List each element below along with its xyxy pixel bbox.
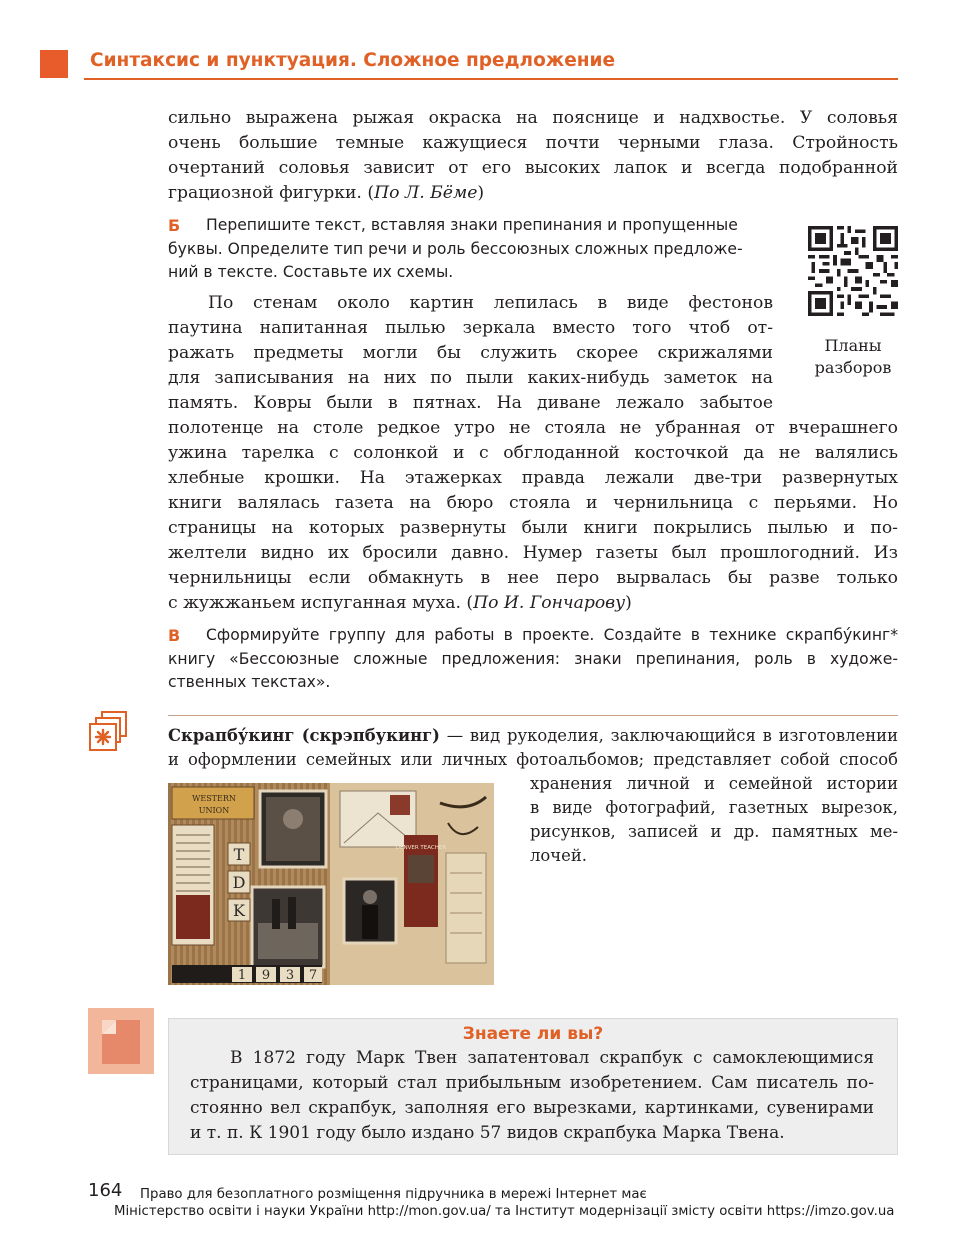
text-line: хлебные крошки. На этажерках правда лежали две-три развернутых (168, 468, 898, 488)
text-line: хранения личной и семейной истории (530, 774, 898, 793)
paragraph-exercise-narrow (168, 291, 773, 416)
text-line (168, 591, 898, 616)
text-line: рисунков, записей и др. памятных ме- (530, 822, 898, 841)
year-digit: 9 (261, 968, 271, 983)
text-line: ственных текстах». (168, 673, 331, 691)
text-line: книгу «Бессоюзные сложные предложения: знаки препинания, роль в художе- (168, 649, 898, 668)
text-line: для записывания на них по пыли каких-нибудь заметок на (168, 368, 773, 388)
task-letter-v: В (168, 626, 181, 645)
text-fragment: с жужжаньем испуганная муха. ( (168, 593, 474, 613)
text-line: стоянно вел скрапбук, заполняя его вырезками, картинками, сувенирами (190, 1098, 874, 1118)
source-citation: По И. Гончарову (473, 593, 626, 613)
text-line: Сформируйте группу для работы в проекте. Создайте в технике скрапбу́кинг* (206, 626, 898, 644)
scrapbooking-definition-side (530, 772, 898, 868)
clipping-headline: DENVER TEACHER (395, 845, 447, 851)
scrapbook-photo (168, 783, 494, 985)
text-line: сильно выражена рыжая окраска на пояснице и надхвостье. У соловья (168, 108, 898, 128)
text-line: лочей. (530, 846, 587, 865)
star-pages-icon (86, 710, 132, 756)
text-line: память. Ковры были в пятнах. На диване лежало забытое (168, 393, 773, 413)
header-marker (40, 50, 68, 78)
text-line (168, 181, 898, 206)
qr-code-icon[interactable] (808, 226, 898, 316)
text-line: страницы на которых развернуты были книги покрылись пылью и по- (168, 518, 898, 538)
paragraph-nightingale (168, 106, 898, 206)
qr-caption-line: разборов (814, 358, 892, 377)
page-header-title: Синтаксис и пунктуация. Сложное предложение (90, 50, 616, 71)
text-line: книги валялась газета на бюро стояла и чернильница с перьями. Но (168, 493, 898, 513)
did-you-know-text (190, 1046, 874, 1146)
text-line: страницами, который стал прибыльным изобретением. Сам писатель по- (190, 1073, 874, 1093)
task-b-instruction (168, 214, 774, 285)
text-line: очень большие темные кажущиеся почти черными глаза. Стройность (168, 133, 898, 153)
telegram-header: WESTERN (192, 794, 236, 803)
footer-line: Міністерство освіти і науки України http://mon.gov.ua/ та Інститут модернізації змісту освіти https://imzo.gov.ua (114, 1204, 895, 1219)
text-line: ражать предметы могли бы служить скорее скрижалями (168, 343, 773, 363)
task-letter-b: Б (168, 216, 181, 235)
qr-caption (800, 335, 906, 379)
header-rule (84, 78, 898, 80)
source-citation: По Л. Бёме (374, 183, 478, 203)
text-fragment: ) (625, 593, 632, 613)
footer-line: Право для безоплатного розміщення підручника в мережі Інтернет має (140, 1187, 647, 1202)
text-line: очертаний соловья зависит от его высоких лапок и всегда подобранной (168, 158, 898, 178)
page-number: 164 (88, 1180, 123, 1201)
text-line: По стенам около картин лепилась в виде фестонов (208, 293, 773, 313)
text-line: и т. п. К 1901 году было издано 57 видов скрапбука Марка Твена. (190, 1123, 785, 1143)
letter-tile: T (233, 845, 245, 864)
paragraph-exercise-wide (168, 416, 898, 616)
text-fragment: — вид рукоделия, заключающийся в изготовлении (439, 726, 898, 745)
text-line: и оформлении семейных или личных фотоальбомов; представляет собой способ (168, 750, 898, 769)
telegram-subheader: UNION (198, 806, 230, 815)
text-line: полотенце на столе редкое утро не стояла не убранная от вчерашнего (168, 418, 898, 438)
text-line: паутина напитанная пылью зеркала вместо того чтоб от- (168, 318, 773, 338)
text-line: в виде фотографий, газетных вырезок, (530, 798, 898, 817)
page-corner-icon (88, 1008, 154, 1074)
text-line: ний в тексте. Составьте их схемы. (168, 263, 454, 281)
text-line: ужина тарелка с солонкой и с обглоданной косточкой да не валялись (168, 443, 898, 463)
year-digit: 1 (237, 968, 247, 983)
year-digit: 3 (285, 968, 295, 983)
text-line (168, 724, 898, 748)
text-line: буквы. Определите тип речи и роль бессоюзных сложных предложе- (168, 239, 743, 258)
letter-tile: D (232, 873, 246, 892)
text-line: чернильницы если обмакнуть в нее перо вырвалась бы разве только (168, 568, 898, 588)
scrapbooking-definition (168, 724, 898, 772)
text-line: Перепишите текст, вставляя знаки препинания и пропущенные (206, 216, 738, 234)
term-scrapbooking: Скрапбу́кинг (скрэпбукинг) (168, 726, 440, 745)
task-v-instruction (168, 624, 898, 695)
text-line: В 1872 году Марк Твен запатентовал скрапбук с самоклеющимися (230, 1048, 874, 1068)
text-fragment: ) (477, 183, 485, 203)
letter-tile: K (233, 901, 245, 920)
year-digit: 7 (308, 968, 318, 983)
did-you-know-title: Знаете ли вы? (462, 1024, 604, 1044)
text-fragment: грациозной фигурки. ( (168, 183, 375, 203)
footer-license (104, 1186, 895, 1220)
qr-caption-line: Планы (824, 336, 882, 355)
text-line: желтели видно их бросили давно. Нумер газеты был прошлогодний. Из (168, 543, 898, 563)
section-divider (168, 715, 898, 716)
